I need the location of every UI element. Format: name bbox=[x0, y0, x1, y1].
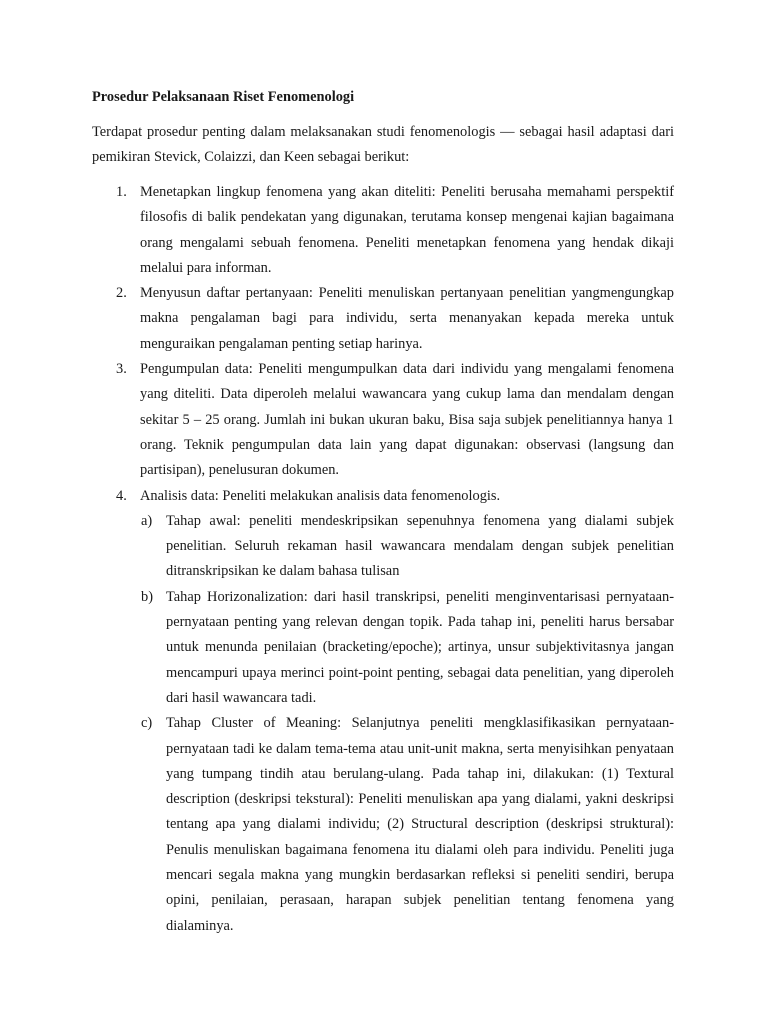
document-title: Prosedur Pelaksanaan Riset Fenomenologi bbox=[92, 89, 355, 105]
sub-list-item-text: Tahap Cluster of Meaning: Selanjutnya peneliti mengklasifikasikan pernyataan-pernyataan tadi ke dalam tema-tema atau unit-unit makna, serta menyisihkan penyataan yang tumpang tindih atau berulang-ulang. Pada tahap ini, dilakukan: (1) Textural description (deskripsi tekstural): Peneliti menuliskan apa yang dialami, yakni deskripsi tentang apa yang dialami individu; (2) Structural description (deskripsi struktural): Penulis menuliskan bagaimana fenomena itu dialami oleh para individu. Peneliti juga mencari segala makna yang mungkin berdasarkan refleksi si peneliti sendiri, berupa opini, penilaian, perasaan, harapan subjek penelitian tentang fenomena yang dialaminya. bbox=[166, 715, 674, 934]
list-item-number: 1. bbox=[116, 184, 127, 200]
list-item bbox=[116, 484, 674, 509]
sub-list-item bbox=[141, 509, 674, 585]
list-item-text: Analisis data: Peneliti melakukan analisis data fenomenologis. bbox=[140, 487, 501, 504]
list-item-number: 2. bbox=[116, 285, 127, 302]
sub-list-item-letter: b) bbox=[141, 588, 153, 605]
procedure-list bbox=[0, 180, 768, 939]
list-item-text: Pengumpulan data: Peneliti mengumpulkan data dari individu yang mengalami fenomena yang diteliti. Data diperoleh melalui wawancara yang cukup lama dan mendalam dengan sekitar 5 – 25 orang. Jumlah ini bukan ukuran baku, Bisa saja subjek penelitiannya hanya 1 orang. Teknik pengumpulan data lain yang dapat digunakan: observasi (langsung dan partisipan), penelusuran dokumen. bbox=[140, 361, 674, 479]
sub-list-item-text: Tahap Horizonalization: dari hasil transkripsi, peneliti menginventarisasi pernyataan-pernyataan penting yang relevan dengan topik. Pada tahap ini, peneliti harus bersabar untuk menunda penilaian (bracketing/epoche); artinya, unsur subjektivitasnya jangan mencampuri upaya merinci point-point penting, sebagai data penelitian, yang diperoleh dari hasil wawancara tadi. bbox=[166, 588, 674, 706]
list-item bbox=[116, 281, 674, 357]
list-item-number: 4. bbox=[116, 487, 127, 504]
sub-list-item bbox=[141, 711, 674, 939]
list-item bbox=[116, 357, 674, 483]
list-item-text: Menetapkan lingkup fenomena yang akan diteliti: Peneliti berusaha memahami perspektif filosofis di balik pendekatan yang digunakan, terutama konsep mengenai kajian bagaimana orang mengalami sebuah fenomena. Peneliti menetapkan fenomena yang hendak dikaji melalui para informan. bbox=[140, 184, 674, 276]
sub-list-item bbox=[141, 585, 674, 711]
list-item-text: Menyusun daftar pertanyaan: Peneliti menuliskan pertanyaan penelitian yangmengungkap makna pengalaman bagi para individu, serta menanyakan kepada mereka untuk menguraikan pengalaman penting setiap harinya. bbox=[140, 285, 674, 352]
intro-paragraph: Terdapat prosedur penting dalam melaksanakan studi fenomenologis — sebagai hasil adaptasi dari pemikiran Stevick, Colaizzi, dan Keen sebagai berikut: bbox=[92, 124, 674, 166]
sub-list-item-letter: a) bbox=[141, 512, 153, 529]
sub-list-item-text: Tahap awal: peneliti mendeskripsikan sepenuhnya fenomena yang dialami subjek penelitian. Seluruh rekaman hasil wawancara mendalam dengan subjek penelitian ditranskripsikan ke dalam bahasa tulisan bbox=[166, 512, 674, 580]
list-item-number: 3. bbox=[116, 361, 127, 378]
sub-list-item-letter: c) bbox=[141, 715, 153, 732]
list-item bbox=[116, 180, 674, 281]
